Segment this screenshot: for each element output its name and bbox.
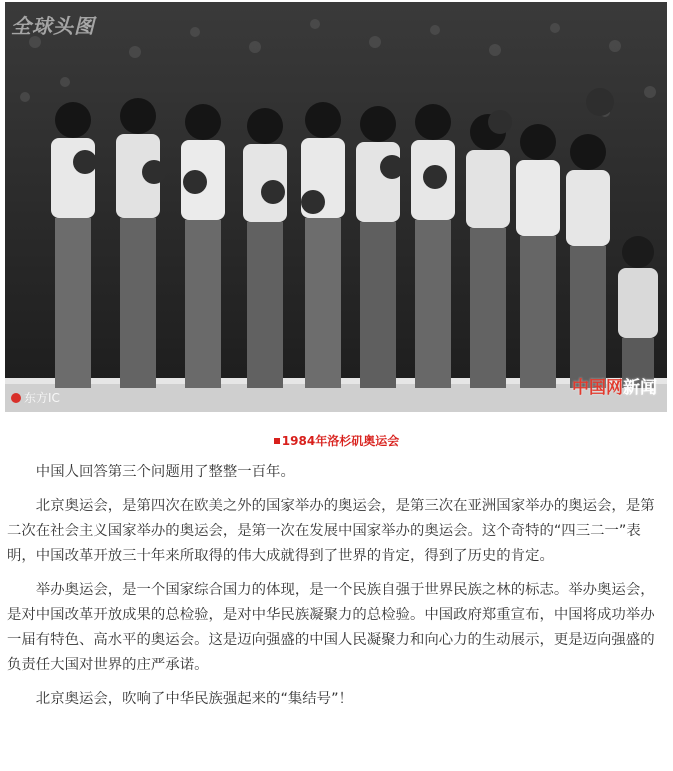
article-body	[7, 460, 665, 721]
photo-credit	[11, 389, 60, 406]
photo-caption-text: 1984年洛杉矶奥运会	[281, 434, 400, 448]
photo-watermark-left: 全球头图	[11, 14, 95, 38]
watermark-red-text: 中国网	[572, 378, 623, 398]
paragraph: 中国人回答第三个问题用了整整一百年。	[35, 464, 295, 480]
paragraph: 举办奥运会，是一个国家综合国力的体现，是一个民族自强于世界民族之林的标志。举办奥运会，是对中国改革开放成果的总检验，是对中华民族凝聚力的总检验。中国政府郑重宣布，中国将成功举办一届有特色、高水平的奥运会。这是迈向强盛的中国人民凝聚力和向心力的生动展示，更是迈向强盛的负责任大国对世界的庄严承诺。	[7, 582, 655, 673]
watermark-white-text: 新闻	[623, 378, 657, 398]
credit-logo-icon	[11, 393, 21, 403]
caption-square-icon	[274, 438, 280, 444]
photo-caption	[0, 432, 673, 449]
news-photo	[5, 2, 667, 412]
paragraph: 北京奥运会，吹响了中华民族强起来的“集结号”！	[35, 691, 353, 707]
photo-credit-text: 东方IC	[24, 391, 60, 405]
photo-illustration	[5, 2, 667, 412]
paragraph: 北京奥运会，是第四次在欧美之外的国家举办的奥运会，是第三次在亚洲国家举办的奥运会，是第二次在社会主义国家举办的奥运会，是第一次在发展中国家举办的奥运会。这个奇特的“四三二一”表明，中国改革开放三十年来所取得的伟大成就得到了世界的肯定，得到了历史的肯定。	[7, 498, 655, 564]
photo-watermark-right	[572, 373, 657, 398]
